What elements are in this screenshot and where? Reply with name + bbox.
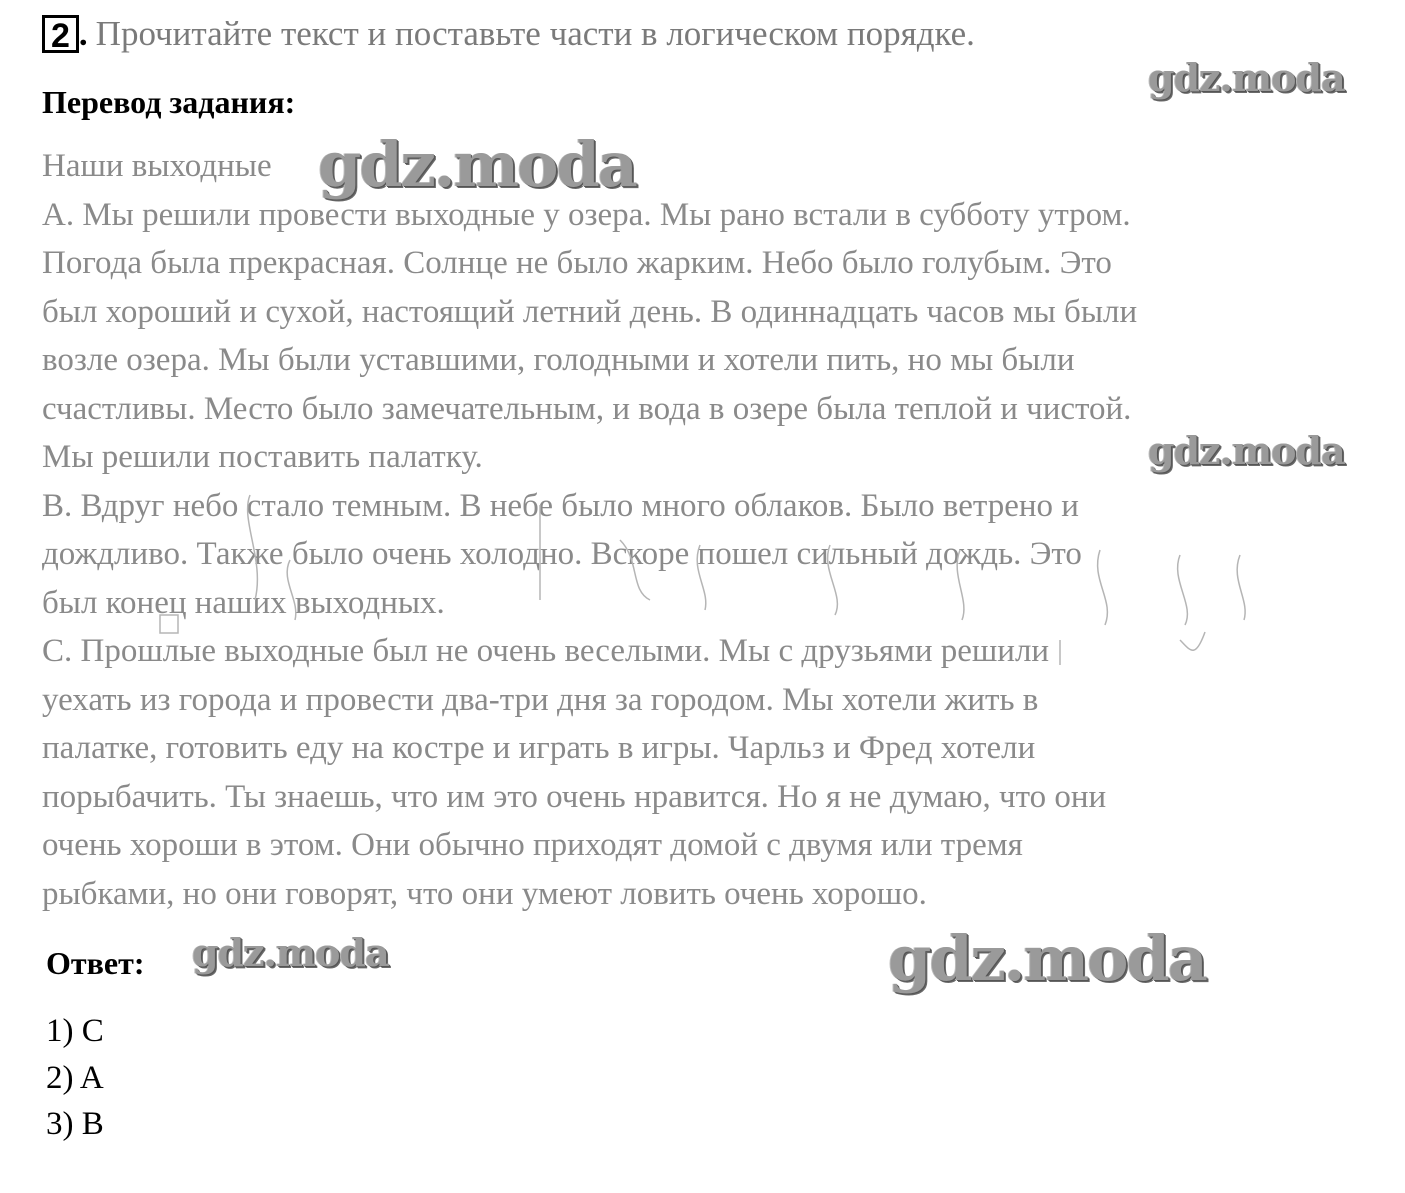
watermark-logo: gdz.moda <box>192 930 389 975</box>
text-line: был хороший и сухой, настоящий летний день. В одиннадцать часов мы были <box>42 293 1138 330</box>
translation-heading: Перевод задания: <box>42 84 296 120</box>
task-number-box: 2 <box>42 15 79 53</box>
watermark-logo: gdz.moda <box>1148 55 1345 100</box>
text-line: рыбками, но они говорят, что они умеют ловить очень хорошо. <box>42 875 927 912</box>
text-line: A. Мы решили провести выходные у озера. Мы рано встали в субботу утром. <box>42 196 1131 233</box>
text-line: уехать из города и провести два-три дня за городом. Мы хотели жить в <box>42 681 1039 718</box>
watermark-logo: gdz.moda <box>1148 428 1345 473</box>
answer-item: 1) C <box>46 1013 104 1049</box>
text-line: дождливо. Также было очень холодно. Вскоре пошел сильный дождь. Это <box>42 536 1082 572</box>
text-line: Погода была прекрасная. Солнце не было жарким. Небо было голубым. Это <box>42 245 1112 281</box>
watermark-logo: gdz.moda <box>318 128 636 201</box>
answer-item: 3) B <box>46 1106 104 1142</box>
text-line: палатке, готовить еду на костре и играть в игры. Чарльз и Фред хотели <box>42 730 1036 766</box>
text-line: возле озера. Мы были уставшими, голодными и хотели пить, но мы были <box>42 342 1075 378</box>
text-line: очень хороши в этом. Они обычно приходят домой с двумя или тремя <box>42 827 1023 863</box>
task-instruction: Прочитайте текст и поставьте части в логическом порядке. <box>95 14 975 53</box>
answer-list <box>46 1008 104 1148</box>
text-line: Мы решили поставить палатку. <box>42 439 483 475</box>
answer-heading: Ответ: <box>46 945 145 981</box>
text-line: C. Прошлые выходные был не очень веселыми. Мы с друзьями решили <box>42 633 1050 669</box>
task-number-dot: . <box>78 14 88 53</box>
story-title: Наши выходные <box>42 148 272 184</box>
text-line: порыбачить. Ты знаешь, что им это очень нравится. Но я не думаю, что они <box>42 778 1107 815</box>
story-text <box>42 142 1137 918</box>
text-line: счастливы. Место было замечательным, и вода в озере была теплой и чистой. <box>42 390 1132 427</box>
text-line: B. Вдруг небо стало темным. В небе было много облаков. Было ветрено и <box>42 487 1079 524</box>
answer-item: 2) A <box>46 1059 104 1096</box>
watermark-logo: gdz.moda <box>888 922 1206 995</box>
task-header <box>42 14 975 54</box>
text-line: был конец наших выходных. <box>42 584 445 621</box>
